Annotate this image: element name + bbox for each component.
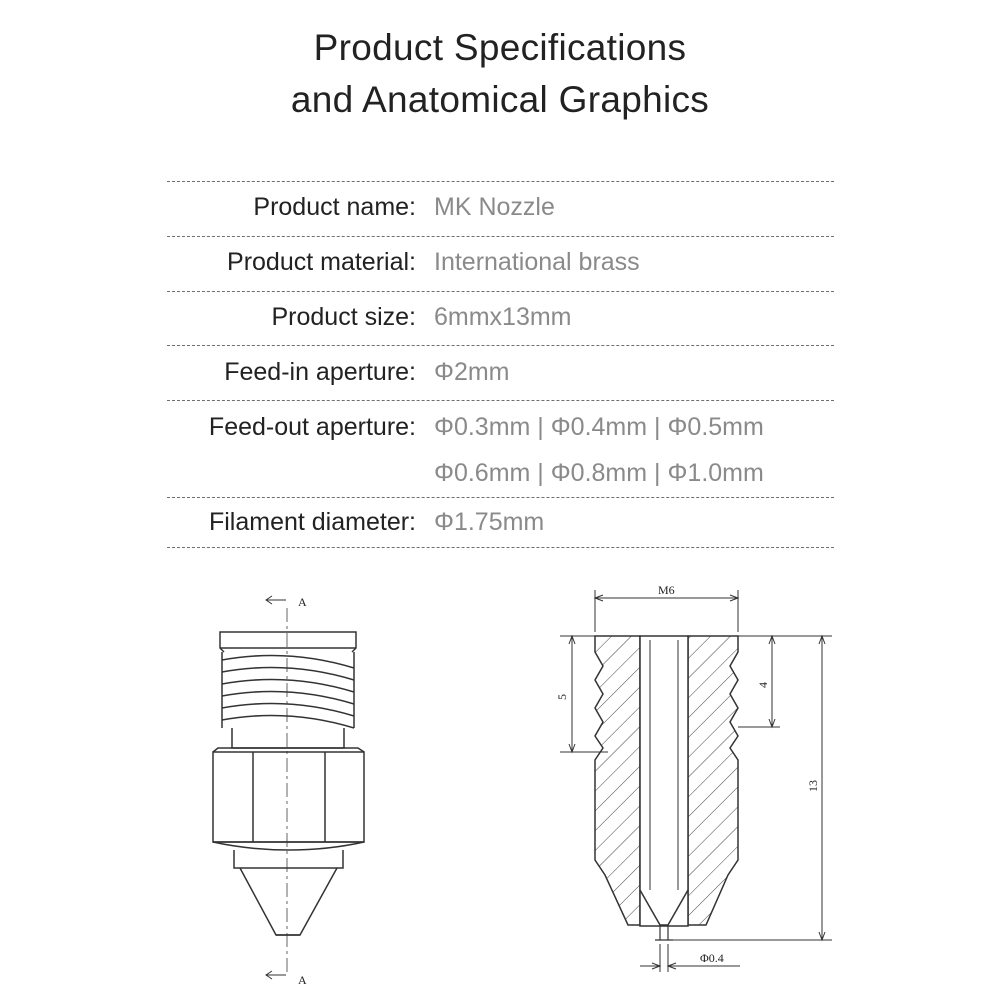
spec-value-feed-out-line1: Φ0.3mm | Φ0.4mm | Φ0.5mm bbox=[434, 413, 764, 441]
divider bbox=[167, 236, 834, 237]
spec-label-feed-in: Feed-in aperture: bbox=[224, 358, 416, 386]
spec-label-size: Product size: bbox=[271, 303, 416, 331]
divider bbox=[167, 497, 834, 498]
divider bbox=[167, 547, 834, 548]
dimension-outlet: Φ0.4 bbox=[700, 951, 724, 965]
dimension-thread: M6 bbox=[658, 583, 675, 597]
spec-value-material: International brass bbox=[434, 248, 640, 276]
divider bbox=[167, 400, 834, 401]
title-line-2: and Anatomical Graphics bbox=[290, 79, 710, 120]
dimension-total-length: 13 bbox=[806, 780, 820, 792]
nozzle-cross-section bbox=[595, 636, 738, 940]
spec-label-filament: Filament diameter: bbox=[208, 508, 416, 536]
spec-label-material: Product material: bbox=[227, 248, 416, 276]
spec-value-filament: Φ1.75mm bbox=[434, 508, 545, 536]
section-mark-bottom: A bbox=[298, 973, 307, 987]
spec-label-feed-out: Feed-out aperture: bbox=[208, 413, 416, 441]
nozzle-side-view bbox=[213, 596, 364, 979]
spec-value-size: 6mmx13mm bbox=[434, 303, 572, 331]
dimension-bore-depth: 4 bbox=[756, 682, 770, 688]
spec-label-product-name: Product name: bbox=[253, 193, 416, 221]
section-mark-top: A bbox=[298, 595, 307, 609]
technical-drawing bbox=[0, 560, 1000, 1000]
divider bbox=[167, 291, 834, 292]
spec-value-product-name: MK Nozzle bbox=[434, 193, 555, 221]
dimension-thread-length: 5 bbox=[555, 694, 569, 700]
spec-value-feed-out-line2: Φ0.6mm | Φ0.8mm | Φ1.0mm bbox=[434, 459, 764, 487]
divider bbox=[167, 345, 834, 346]
title-line-1: Product Specifications bbox=[313, 27, 687, 68]
spec-value-feed-in: Φ2mm bbox=[434, 358, 510, 386]
divider bbox=[167, 181, 834, 182]
page-title bbox=[0, 22, 1000, 126]
